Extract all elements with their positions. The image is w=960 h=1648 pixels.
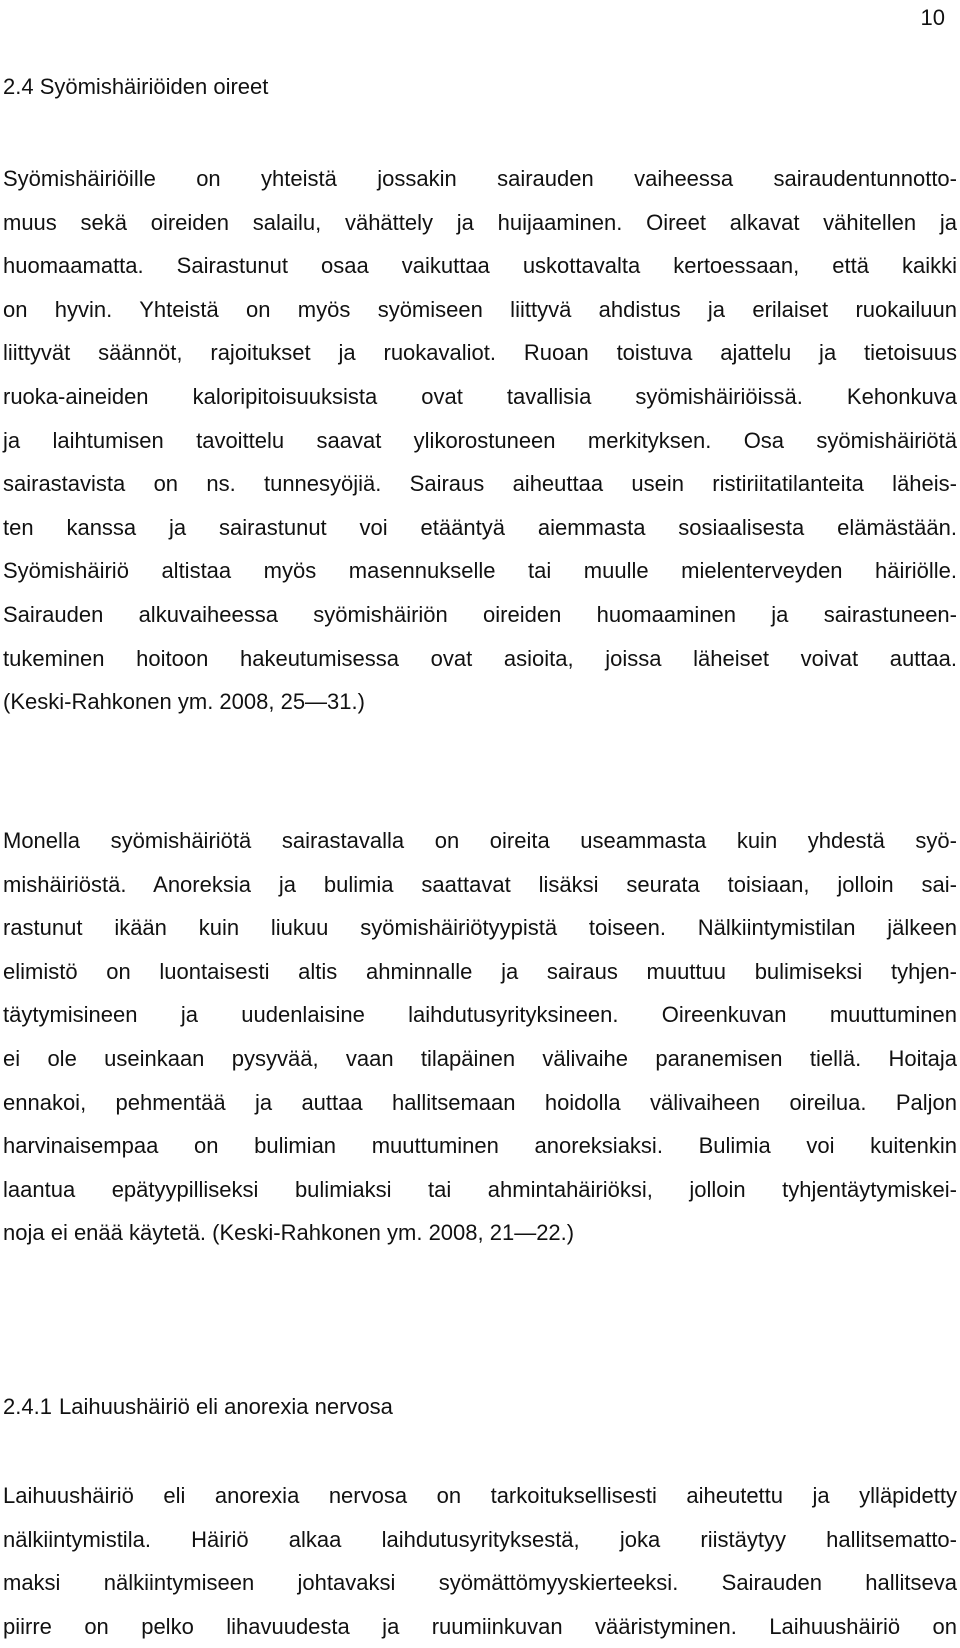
text-line: Monella syömishäiriötä sairastavalla on oireita useammasta kuin yhdestä syö- <box>3 828 957 853</box>
text-line: laantua epätyypilliseksi bulimiaksi tai ahmintahäiriöksi, jolloin tyhjentäytymiskei- <box>3 1176 957 1202</box>
paragraph-anorexia <box>0 1474 960 1648</box>
text-line: ruoka-aineiden kaloripitoisuuksista ovat tavallisia syömishäiriöissä. Kehonkuva <box>3 383 957 409</box>
text-line: Syömishäiriö altistaa myös masennukselle tai muulle mielenterveyden häiriölle. <box>3 558 957 584</box>
text-line: ennakoi, pehmentää ja auttaa hallitsemaan hoidolla välivaiheen oireilua. Paljon <box>3 1089 957 1115</box>
text-line: on hyvin. Yhteistä on myös syömiseen liittyvä ahdistus ja erilaiset ruokailuun <box>3 296 957 322</box>
text-line: harvinaisempaa on bulimian muuttuminen anoreksiaksi. Bulimia voi kuitenkin <box>3 1133 957 1159</box>
text-line: rastunut ikään kuin liukuu syömishäiriötyypistä toiseen. Nälkiintymistilan jälkeen <box>3 915 957 941</box>
text-line: Sairauden alkuvaiheessa syömishäiriön oireiden huomaaminen ja sairastuneen- <box>3 601 957 627</box>
text-line: elimistö on luontaisesti altis ahminnalle ja sairaus muuttuu bulimiseksi tyhjen- <box>3 958 957 984</box>
section-heading: 2.4 Syömishäiriöiden oireet <box>3 74 269 99</box>
subsection-number: 2.4.1 <box>3 1394 52 1419</box>
text-line: Laihuushäiriö eli anorexia nervosa on tarkoituksellisesti aiheutettu ja ylläpidetty <box>3 1483 957 1508</box>
subsection-title: Laihuushäiriö eli anorexia nervosa <box>59 1394 393 1419</box>
text-line: nälkiintymistila. Häiriö alkaa laihdutusyrityksestä, joka riistäytyy hallitsematto- <box>3 1526 957 1552</box>
text-line: muus sekä oireiden salailu, vähättely ja huijaaminen. Oireet alkavat vähitellen ja <box>3 209 957 235</box>
text-line: Syömishäiriöille on yhteistä jossakin sairauden vaiheessa sairaudentunnotto- <box>3 166 957 191</box>
text-line: sairastavista on ns. tunnesyöjiä. Sairaus aiheuttaa usein ristiriitatilanteita läheis- <box>3 471 957 497</box>
text-line: liittyvät säännöt, rajoitukset ja ruokavaliot. Ruoan toistuva ajattelu ja tietoisuus <box>3 340 957 366</box>
text-line: huomaamatta. Sairastunut osaa vaikuttaa uskottavalta kertoessaan, että kaikki <box>3 253 957 279</box>
subsection-heading <box>0 1391 960 1423</box>
text-line: ja laihtumisen tavoittelu saavat ylikorostuneen merkityksen. Osa syömishäiriötä <box>3 427 957 453</box>
text-line: noja ei enää käytetä. (Keski-Rahkonen ym. 2008, 21—22.) <box>3 1220 575 1246</box>
text-line: mishäiriöstä. Anoreksia ja bulimia saattavat lisäksi seurata toisiaan, jolloin sai- <box>3 871 957 897</box>
text-line: maksi nälkiintymiseen johtavaksi syömättömyyskierteeksi. Sairauden hallitseva <box>3 1570 957 1596</box>
page-number: 10 <box>920 5 945 30</box>
paragraph-multiple-disorders <box>0 819 960 1255</box>
text-line: piirre on pelko lihavuudesta ja ruumiinkuvan vääristyminen. Laihuushäiriö on <box>3 1613 957 1639</box>
text-line: ten kanssa ja sairastunut voi etääntyä aiemmasta sosiaalisesta elämästään. <box>3 514 957 540</box>
text-line: tukeminen hoitoon hakeutumisessa ovat asioita, joissa läheiset voivat auttaa. <box>3 645 957 671</box>
text-line: ei ole useinkaan pysyvää, vaan tilapäinen välivaihe paranemisen tiellä. Hoitaja <box>3 1045 957 1071</box>
text-line: (Keski-Rahkonen ym. 2008, 25—31.) <box>3 689 365 715</box>
text-line: täytymisineen ja uudenlaisine laihdutusyrityksineen. Oireenkuvan muuttuminen <box>3 1002 957 1028</box>
paragraph-symptoms-overview <box>0 157 960 724</box>
